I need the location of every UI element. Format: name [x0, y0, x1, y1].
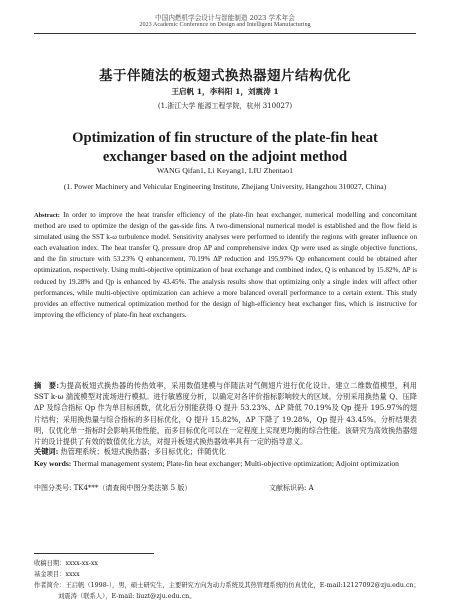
title-cn: 基于伴随法的板翅式换热器翅片结构优化 [99, 68, 351, 84]
conference-header-en: 2023 Academic Conference on Design and Intelligent Manufacturing [139, 21, 311, 28]
document-id-code: 文献标识码: A [269, 484, 314, 492]
abstract-cn-label: 摘 要: [34, 381, 60, 390]
conference-header-cn: 中国内燃机学会设计与智能制造 2023 学术年会 [155, 14, 295, 22]
abstract-en-text: In order to improve the heat transfer efficiency of the plate-fin heat exchanger, numerical modelling and concomitant method are used to optimize the design of the gas-side fins. A two-dimensional numerical model is established and the flow field is simulated using the SST k-ω turbulence model. Sensitivity analyses were performed to identify the regions with greater influence on each evaluation index. The heat transfer Q, pressure drop ΔP and comprehensive index Qp were used as single objective functions, and the fin structure with 53.23% Q enhancement, 70.19% ΔP reduction and 195.97% Qp enhancement could be obtained after optimization, respectively. Using multi-objective optimization of heat exchange and combined index, Q is enhanced by 15.82%, ΔP is reduced by 19.28% and Qp is enhanced by 43.45%. The analysis results show that optimizing only a single index will affect other performances, while multi-objective optimization can achieve a more balanced overall performance to a certain extent. This study provides an effective numerical optimization method for the design of high-efficiency heat exchanger fins, which is instructive for improving the efficiency of plate-fin heat exchangers. [34, 211, 418, 319]
title-en: Optimization of fin structure of the plate-fin heat exchanger based on the adjoint method [72, 130, 378, 165]
keywords-en-label: Key words: [34, 459, 72, 468]
abstract-cn [34, 380, 417, 447]
affiliation-cn: (1.浙江大学 能源工程学院，杭州 310027) [157, 102, 293, 110]
abstract-en [34, 210, 417, 321]
classification-row [34, 483, 417, 493]
affiliation-en: (1. Power Machinery and Vehicular Engineering Institute, Zhejiang University, Hangzhou 310027, China) [63, 182, 387, 191]
abstract-cn-text: 为提高板翅式换热器的传热效率，采用数值建模与伴随法对气侧翅片进行优化设计。建立二维数值模型，利用 SST k-ω 湍流模型对流场进行模拟。进行敏感度分析，以确定对各评价指标影响较大的区域。分别采用换热量 Q、压降 ΔP 及综合指标 Qp 作为单目标函数，优化后分别能获得 Q 提升 53.23%、ΔP 降低 70.19%及 Qp 提升 195.97%的翅片结构；采用换热量与综合指标的多目标优化，Q 提升 15.82%，ΔP 下降了 19.28%，Qp 提升 43.45%。分析结果表明，仅优化单一指标时会影响其他性能，而多目标优化可以在一定程度上实现更均衡的综合性能。该研究为高效换热器翅片的设计提供了有效的数值优化方法，对提升板翅式换热器效率具有一定的指导意义。 [34, 381, 417, 447]
keywords-en [34, 459, 417, 470]
footnote-received: 收稿日期：xxxx-xx-xx [34, 560, 98, 567]
keywords-cn-text: 热管理系统；板翅式换热器；多目标优化；伴随优化 [60, 447, 226, 456]
keywords-cn [34, 446, 417, 457]
keywords-en-text: Thermal management system; Plate-fin heat exchanger; Multi-objective optimization; Adjoint optimization [73, 459, 399, 468]
authors-cn: 王启帆 1，李科阳 1，刘震涛 1 [171, 87, 279, 96]
footnote-fund: 基金项目：xxxx [34, 571, 80, 578]
footnote-contact: 刘震涛（联系人），E-mail: liuzt@zju.edu.cn。 [58, 593, 196, 600]
footnote-rule [34, 553, 154, 554]
footnote-author-info: 作者简介：王启帆（1998-），男，硕士研究生，主要研究方向为动力系统及其热管理系统的仿真优化，E-mail:12127092@zju.edu.cn； [34, 582, 420, 589]
header-rule [34, 33, 416, 34]
keywords-cn-label: 关键词: [34, 447, 59, 456]
abstract-en-label: Abstract: [34, 212, 60, 219]
clc-number: 中图分类号: TK4***（请查阅中图分类法第 5 版） [34, 484, 192, 492]
authors-en: WANG Qifan1, Li Keyang1, LIU Zhentao1 [156, 166, 294, 175]
